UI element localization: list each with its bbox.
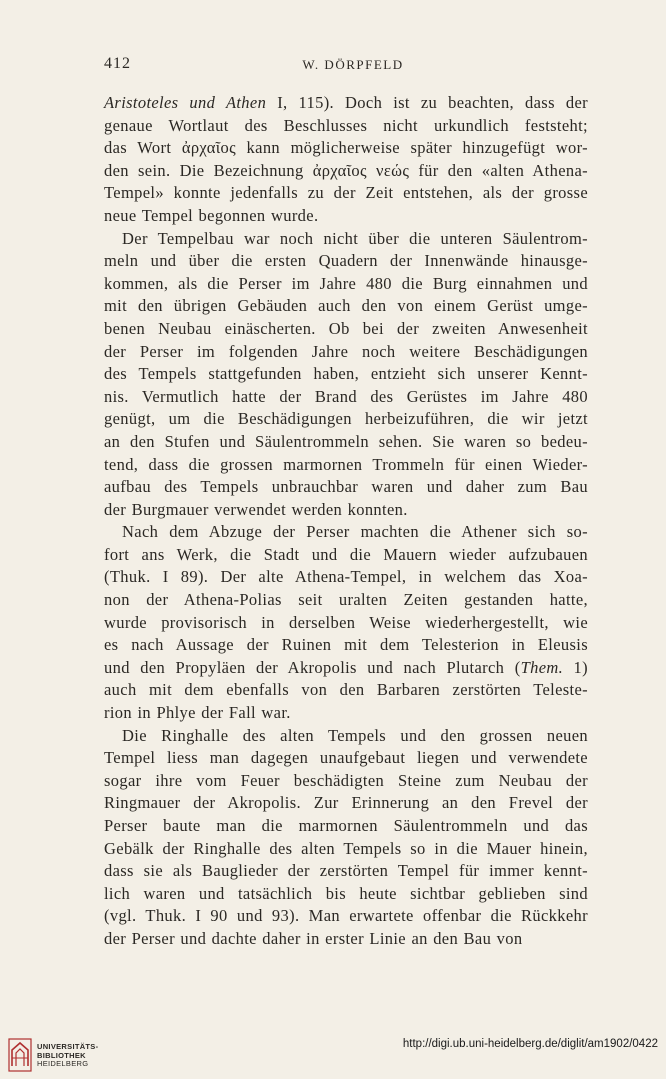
text-run: auch mit dem ebenfalls von den Barbaren zerstörten Teleste- <box>104 680 588 700</box>
text-run: an den Stufen und Säulentrommeln sehen. Sie waren so bedeu- <box>104 431 588 451</box>
text-line <box>104 160 588 183</box>
text-run: Tempel» konnte jedenfalls zu der Zeit entstehen, als der grosse <box>104 183 588 203</box>
text-line <box>104 363 588 386</box>
text-line <box>104 318 588 341</box>
text-run: 1) <box>563 657 588 677</box>
text-run: benen Neubau einäscherten. Ob bei der zweiten Anwesenheit <box>104 318 588 338</box>
text-run: tend, dass die grossen marmornen Trommeln für einen Wieder- <box>104 454 588 474</box>
library-line-1: UNIVERSITÄTS- <box>37 1042 99 1051</box>
body-text <box>104 92 588 951</box>
text-line <box>104 182 588 205</box>
text-run: neue Tempel begonnen wurde. <box>104 205 319 225</box>
text-run: dass sie als Bauglieder der zerstörten Tempel für immer kennt- <box>104 861 588 881</box>
text-line <box>104 815 588 838</box>
text-run: Ringmauer der Akropolis. Zur Erinnerung an den Frevel der <box>104 793 588 813</box>
text-line <box>104 770 588 793</box>
text-run: nis. Vermutlich hatte der Brand des Gerüstes im Jahre 480 <box>104 386 588 406</box>
text-run: kommen, als die Perser im Jahre 480 die Burg einnahmen und <box>104 273 588 293</box>
text-line <box>104 499 588 522</box>
library-name <box>37 1043 98 1069</box>
text-line <box>104 273 588 296</box>
text-run: non der Athena-Polias seit uralten Zeiten gestanden hatte, <box>104 590 588 610</box>
text-line <box>104 702 588 725</box>
text-run: mit den übrigen Gebäuden auch den von einem Gerüst umge- <box>104 296 588 316</box>
text-line <box>104 928 588 951</box>
text-run: Der Tempelbau war noch nicht über die unteren Säulentrom- <box>122 228 588 248</box>
text-line <box>104 634 588 657</box>
text-run: Perser baute man die marmornen Säulentrommeln und das <box>104 816 588 835</box>
text-line <box>104 250 588 273</box>
text-run: meln und über die ersten Quadern der Innenwände hinausge- <box>104 251 588 271</box>
text-line <box>104 476 588 499</box>
text-line <box>104 905 588 928</box>
text-run: Gebälk der Ringhalle des alten Tempels so in die Mauer hinein, <box>104 838 588 858</box>
text-line <box>104 657 588 680</box>
text-run: es nach Aussage der Ruinen mit dem Telesterion in Eleusis <box>104 635 588 655</box>
text-line <box>104 386 588 409</box>
text-line <box>104 454 588 477</box>
library-line-3: HEIDELBERG <box>37 1059 89 1069</box>
text-line <box>104 838 588 861</box>
text-run: Die Ringhalle des alten Tempels und den grossen neuen <box>122 725 588 745</box>
text-line <box>104 679 588 702</box>
text-line <box>104 205 588 228</box>
text-line <box>104 725 588 748</box>
text-line <box>104 521 588 544</box>
text-line <box>104 228 588 251</box>
text-line <box>104 792 588 815</box>
text-line <box>104 341 588 364</box>
text-line <box>104 566 588 589</box>
text-run: der Burgmauer verwendet werden konnten. <box>104 499 408 519</box>
text-line <box>104 589 588 612</box>
text-run: das Wort ἀρχαῖος kann möglicherweise später hinzugefügt wor- <box>104 138 588 158</box>
text-line <box>104 115 588 138</box>
library-logo-icon <box>8 1038 32 1072</box>
text-run: lich waren und tatsächlich bis heute sichtbar geblieben sind <box>104 883 588 903</box>
page-number: 412 <box>104 55 131 72</box>
text-line <box>104 295 588 318</box>
library-line-2: BIBLIOTHEK <box>37 1050 86 1060</box>
text-run: und den Propyläen der Akropolis und nach Plutarch ( <box>104 657 521 677</box>
running-head: W. DÖRPFELD <box>302 57 404 72</box>
text-line <box>104 431 588 454</box>
text-run: (vgl. Thuk. I 90 und 93). Man erwartete offenbar die Rückkehr <box>104 906 588 926</box>
text-line <box>104 544 588 567</box>
text-run: Tempel liess man dagegen unaufgebaut liegen und verwendete <box>104 748 588 768</box>
text-run: I, 115). Doch ist zu beachten, dass der <box>266 93 588 112</box>
italic-text: Aristoteles und Athen <box>104 93 267 112</box>
text-run: aufbau des Tempels unbrauchbar waren und daher zum Bau <box>104 477 588 497</box>
text-run: der Perser im folgenden Jahre noch weitere Beschädigungen <box>104 341 588 361</box>
source-url-link[interactable]: http://digi.ub.uni-heidelberg.de/diglit/am1902/0422 <box>402 1038 658 1050</box>
text-line <box>104 860 588 883</box>
text-run: Nach dem Abzuge der Perser machten die Athener sich so- <box>122 522 588 542</box>
text-run: der Perser und dachte daher in erster Linie an den Bau von <box>104 928 523 948</box>
text-run: rion in Phlye der Fall war. <box>104 703 291 723</box>
text-run: fort ans Werk, die Stadt und die Mauern wieder aufzubauen <box>104 544 588 564</box>
text-run: genaue Wortlaut des Beschlusses nicht urkundlich feststeht; <box>104 115 588 135</box>
text-run: des Tempels stattgefunden haben, entzieht sich unserer Kennt- <box>104 364 588 384</box>
text-line <box>104 747 588 770</box>
text-run: den sein. Die Bezeichnung ἀρχαῖος νεώς für den «alten Athena- <box>104 160 588 180</box>
text-run: wurde provisorisch in derselben Weise wiederhergestellt, wie <box>104 612 588 632</box>
text-line <box>104 883 588 906</box>
text-line <box>104 137 588 160</box>
text-line <box>104 408 588 431</box>
text-run: (Thuk. I 89). Der alte Athena-Tempel, in welchem das Xoa- <box>104 567 588 587</box>
text-run: genügt, um die Beschädigungen herbeizuführen, die wir jetzt <box>104 409 588 429</box>
text-run: sogar ihre vom Feuer beschädigten Steine zum Neubau der <box>104 770 588 790</box>
italic-text: Them. <box>520 657 564 677</box>
text-line <box>104 612 588 635</box>
text-line <box>104 92 588 115</box>
